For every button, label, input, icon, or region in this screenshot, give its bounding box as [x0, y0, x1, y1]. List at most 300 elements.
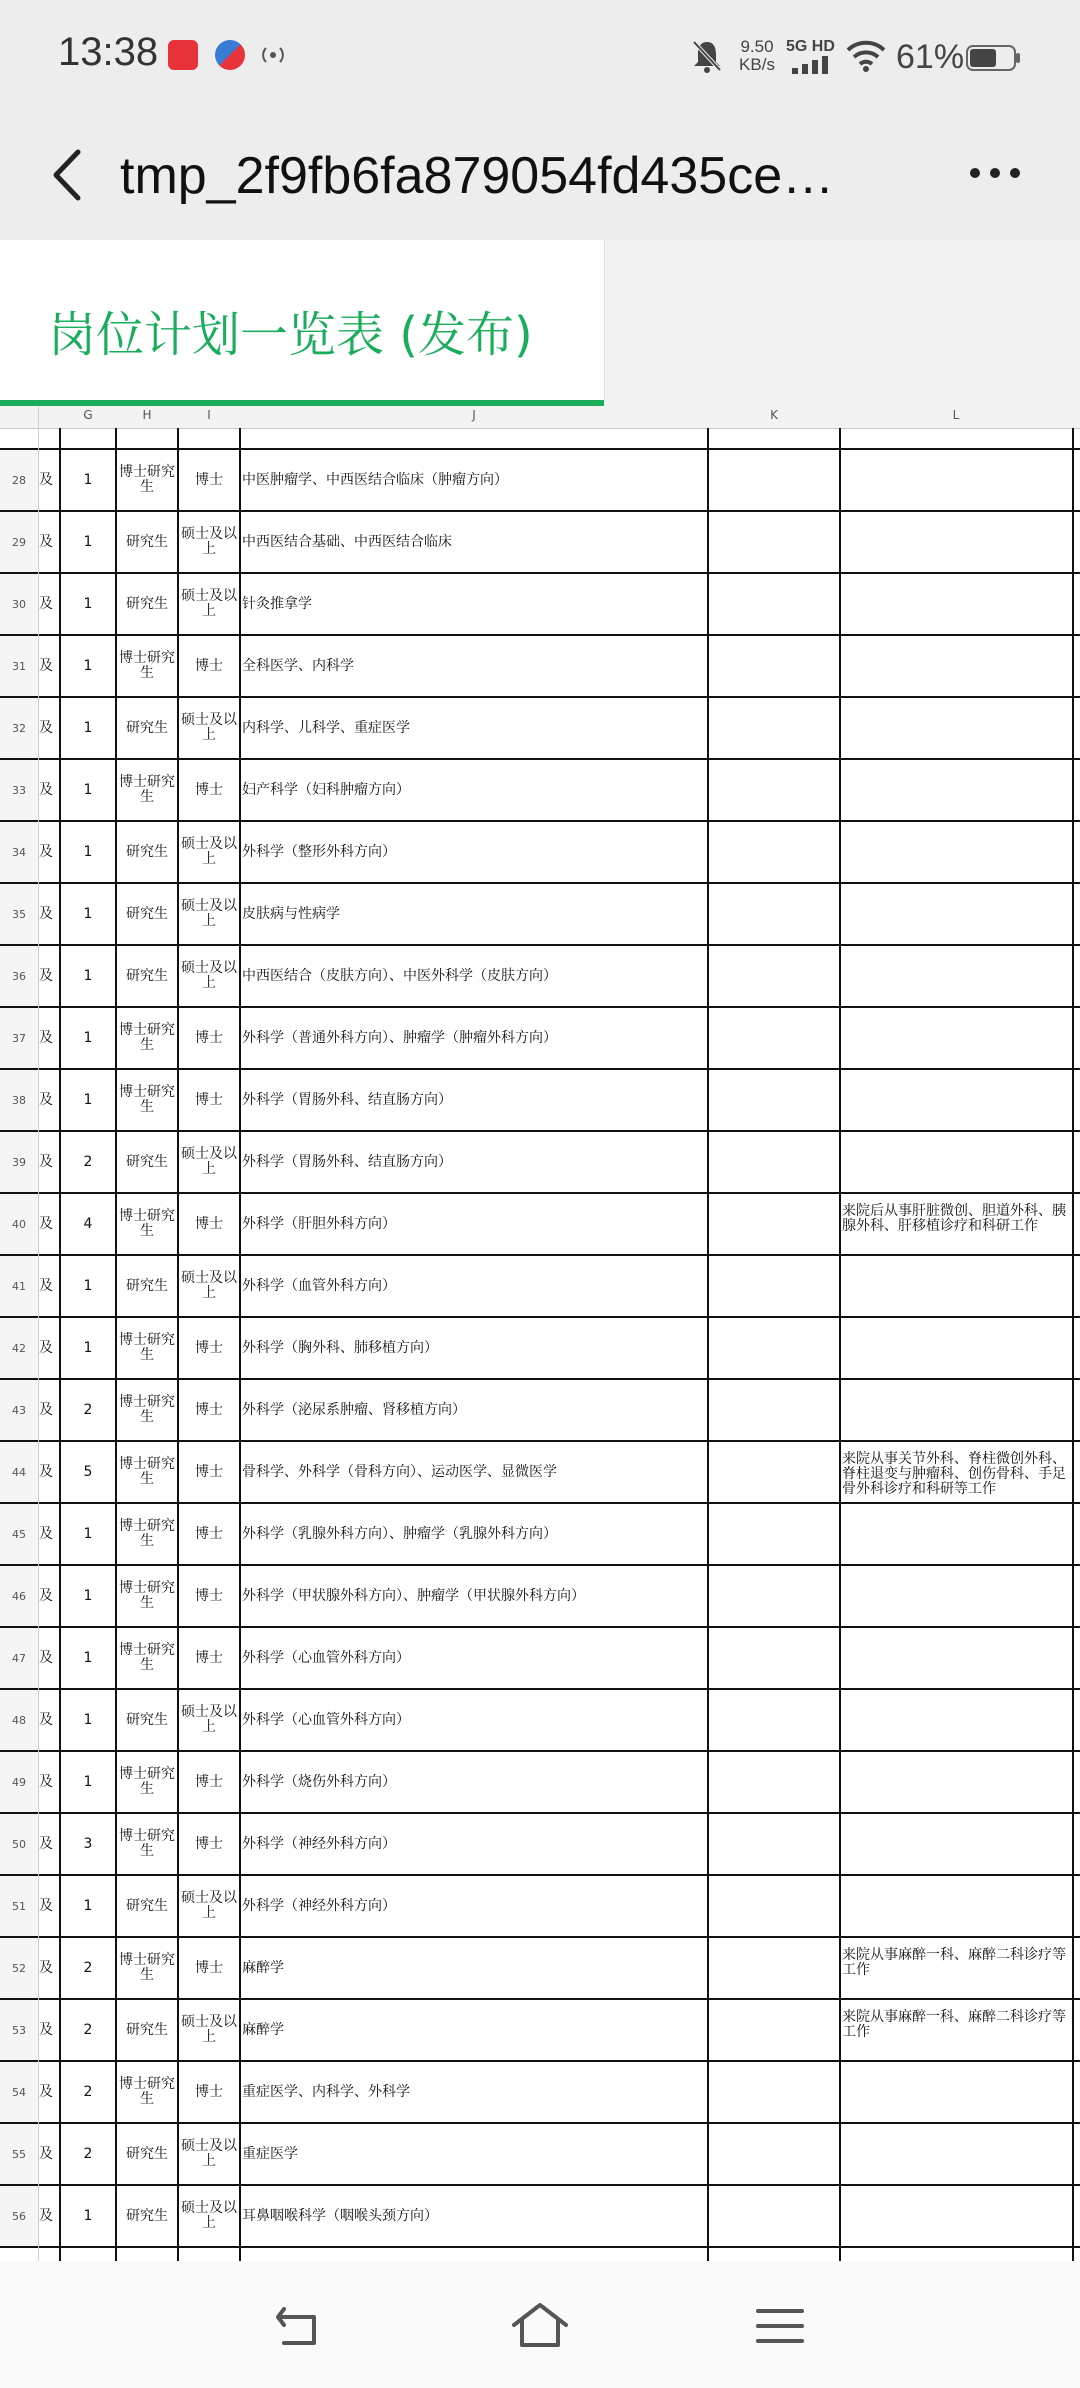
cell-quantity[interactable]: 1 — [83, 967, 93, 984]
row-number[interactable]: 41 — [0, 1256, 38, 1316]
cell-education[interactable]: 博士研究生 — [119, 1022, 175, 1053]
cell-notes[interactable]: 来院后从事肝脏微创、胆道外科、胰腺外科、肝移植诊疗和科研工作 — [842, 1203, 1066, 1234]
cell-k[interactable] — [708, 1752, 840, 1812]
table-row[interactable] — [0, 1814, 1080, 1876]
cell-major[interactable]: 皮肤病与性病学 — [242, 905, 340, 922]
cell-k[interactable] — [708, 1566, 840, 1626]
cell-education[interactable]: 研究生 — [126, 843, 168, 860]
table-row[interactable] — [0, 884, 1080, 946]
row-number[interactable]: 54 — [0, 2062, 38, 2122]
table-row[interactable] — [0, 1442, 1080, 1504]
cell-f[interactable]: 及 — [39, 2083, 53, 2100]
cell-degree[interactable]: 硕士及以上 — [181, 588, 237, 619]
cell-education[interactable]: 博士研究生 — [119, 1642, 175, 1673]
cell-f[interactable]: 及 — [39, 1153, 53, 1170]
cell-k[interactable] — [708, 1380, 840, 1440]
cell-f[interactable]: 及 — [39, 2021, 53, 2038]
cell-quantity[interactable]: 2 — [83, 2083, 93, 2100]
cell-f[interactable]: 及 — [39, 1711, 53, 1728]
cell-degree[interactable]: 硕士及以上 — [181, 1270, 237, 1301]
cell-education[interactable]: 博士研究生 — [119, 774, 175, 805]
cell-notes[interactable] — [840, 1070, 1072, 1130]
cell-k[interactable] — [708, 1938, 840, 1998]
cell-major[interactable]: 外科学（神经外科方向） — [242, 1897, 396, 1914]
cell-degree[interactable]: 博士 — [195, 1959, 223, 1976]
cell-k[interactable] — [708, 1628, 840, 1688]
cell-major[interactable]: 重症医学 — [242, 2145, 298, 2162]
cell-education[interactable]: 研究生 — [126, 905, 168, 922]
cell-quantity[interactable]: 4 — [83, 1215, 93, 1232]
cell-major[interactable]: 外科学（烧伤外科方向） — [242, 1773, 396, 1790]
cell-quantity[interactable]: 1 — [83, 1339, 93, 1356]
cell-f[interactable]: 及 — [39, 1277, 53, 1294]
cell-degree[interactable]: 硕士及以上 — [181, 712, 237, 743]
cell-major[interactable]: 针灸推拿学 — [242, 595, 312, 612]
cell-degree[interactable]: 硕士及以上 — [181, 960, 237, 991]
cell-major[interactable]: 麻醉学 — [242, 1959, 284, 1976]
cell-quantity[interactable]: 2 — [83, 1959, 93, 1976]
cell-education[interactable]: 博士研究生 — [119, 464, 175, 495]
cell-f[interactable]: 及 — [39, 967, 53, 984]
cell-major[interactable]: 骨科学、外科学（骨科方向）、运动医学、显微医学 — [242, 1463, 557, 1480]
compass-icon — [215, 40, 245, 70]
row-number[interactable]: 32 — [0, 698, 38, 758]
cell-quantity[interactable]: 1 — [83, 1711, 93, 1728]
wifi-icon — [846, 40, 886, 72]
cell-k[interactable] — [708, 1008, 840, 1068]
cell-degree[interactable]: 硕士及以上 — [181, 2138, 237, 2169]
cell-k[interactable] — [708, 1876, 840, 1936]
cell-k[interactable] — [708, 450, 840, 510]
cell-quantity[interactable]: 1 — [83, 533, 93, 550]
cell-k[interactable] — [708, 1442, 840, 1502]
cell-quantity[interactable]: 1 — [83, 595, 93, 612]
table-row[interactable] — [0, 1938, 1080, 2000]
sheet-tab-active[interactable] — [0, 240, 605, 400]
cell-f[interactable]: 及 — [39, 781, 53, 798]
cell-quantity[interactable]: 1 — [83, 843, 93, 860]
row-number[interactable]: 46 — [0, 1566, 38, 1626]
cell-quantity[interactable]: 1 — [83, 781, 93, 798]
cell-education[interactable]: 研究生 — [126, 595, 168, 612]
row-number[interactable]: 36 — [0, 946, 38, 1006]
cell-notes[interactable] — [840, 1504, 1072, 1564]
table-row[interactable] — [0, 1256, 1080, 1318]
table-row[interactable] — [0, 1628, 1080, 1690]
cell-notes[interactable] — [840, 2062, 1072, 2122]
cell-k[interactable] — [708, 1814, 840, 1874]
cell-f[interactable]: 及 — [39, 1835, 53, 1852]
network-speed — [732, 38, 782, 74]
cell-k[interactable] — [708, 698, 840, 758]
row-number[interactable]: 40 — [0, 1194, 38, 1254]
cell-notes[interactable] — [840, 2186, 1072, 2246]
cell-f[interactable]: 及 — [39, 1215, 53, 1232]
table-row[interactable] — [0, 2062, 1080, 2124]
hotspot-icon — [258, 40, 288, 70]
cell-f[interactable]: 及 — [39, 1587, 53, 1604]
column-header-row — [0, 406, 1080, 429]
cell-degree[interactable]: 硕士及以上 — [181, 526, 237, 557]
row-number[interactable]: 35 — [0, 884, 38, 944]
cell-f[interactable]: 及 — [39, 1401, 53, 1418]
row-number[interactable]: 47 — [0, 1628, 38, 1688]
cell-education[interactable]: 博士研究生 — [119, 1518, 175, 1549]
cell-k[interactable] — [708, 574, 840, 634]
sheet-tab-label: 岗位计划一览表 (发布) — [48, 307, 533, 363]
cell-notes[interactable] — [840, 1566, 1072, 1626]
row-number[interactable]: 49 — [0, 1752, 38, 1812]
table-row[interactable] — [0, 1008, 1080, 1070]
cell-education[interactable]: 研究生 — [126, 1277, 168, 1294]
cell-f[interactable]: 及 — [39, 1649, 53, 1666]
back-arrow-icon[interactable] — [40, 140, 100, 210]
cell-notes[interactable] — [840, 884, 1072, 944]
cell-f[interactable]: 及 — [39, 719, 53, 736]
cell-notes[interactable] — [840, 1628, 1072, 1688]
cell-notes[interactable] — [840, 946, 1072, 1006]
cell-f[interactable]: 及 — [39, 1029, 53, 1046]
cell-k[interactable] — [708, 946, 840, 1006]
cell-major[interactable]: 外科学（血管外科方向） — [242, 1277, 396, 1294]
cell-notes[interactable] — [840, 1814, 1072, 1874]
battery-icon — [966, 44, 1022, 72]
column-header-h[interactable]: H — [142, 408, 152, 422]
cell-degree[interactable]: 博士 — [195, 1091, 223, 1108]
cell-f[interactable]: 及 — [39, 657, 53, 674]
cell-major[interactable]: 中西医结合（皮肤方向）、中医外科学（皮肤方向） — [242, 967, 557, 984]
cell-quantity[interactable]: 1 — [83, 657, 93, 674]
cell-degree[interactable]: 博士 — [195, 1649, 223, 1666]
cell-education[interactable]: 博士研究生 — [119, 1456, 175, 1487]
cell-education[interactable]: 研究生 — [126, 2145, 168, 2162]
cell-notes[interactable] — [840, 512, 1072, 572]
cell-education[interactable]: 研究生 — [126, 533, 168, 550]
network-type — [786, 38, 836, 78]
cell-notes[interactable]: 来院从事麻醉一科、麻醉二科诊疗等工作 — [842, 2009, 1066, 2040]
cell-f[interactable]: 及 — [39, 1525, 53, 1542]
cell-f[interactable]: 及 — [39, 2207, 53, 2224]
cell-notes[interactable] — [840, 1690, 1072, 1750]
cell-major[interactable]: 外科学（胃肠外科、结直肠方向） — [242, 1153, 452, 1170]
table-row[interactable] — [0, 760, 1080, 822]
cell-quantity[interactable]: 2 — [83, 2021, 93, 2038]
cell-k[interactable] — [708, 1070, 840, 1130]
column-divider — [839, 428, 841, 2261]
cell-k[interactable] — [708, 822, 840, 882]
battery-percent: 61% — [896, 38, 965, 76]
cell-k[interactable] — [708, 1132, 840, 1192]
cell-notes[interactable]: 来院从事关节外科、脊柱微创外科、脊柱退变与肿瘤科、创伤骨科、手足骨外科诊疗和科研等工作 — [842, 1451, 1066, 1497]
cell-education[interactable]: 研究生 — [126, 1897, 168, 1914]
cell-f[interactable]: 及 — [39, 843, 53, 860]
cell-major[interactable]: 外科学（普通外科方向）、肿瘤学（肿瘤外科方向） — [242, 1029, 557, 1046]
cell-education[interactable]: 研究生 — [126, 1153, 168, 1170]
row-number[interactable]: 33 — [0, 760, 38, 820]
column-divider — [59, 428, 61, 2261]
cell-education[interactable]: 研究生 — [126, 719, 168, 736]
document-title: tmp_2f9fb6fa879054fd435ce… — [120, 147, 835, 205]
cell-quantity[interactable]: 3 — [83, 1835, 93, 1852]
cell-degree[interactable]: 硕士及以上 — [181, 2014, 237, 2045]
table-row[interactable] — [0, 1876, 1080, 1938]
cell-quantity[interactable]: 1 — [83, 1091, 93, 1108]
cell-notes[interactable] — [840, 822, 1072, 882]
cell-major[interactable]: 内科学、儿科学、重症医学 — [242, 719, 410, 736]
cell-k[interactable] — [708, 2062, 840, 2122]
cell-f[interactable]: 及 — [39, 1463, 53, 1480]
app-notification-icon — [168, 40, 198, 70]
cell-education[interactable]: 博士研究生 — [119, 2076, 175, 2107]
cell-quantity[interactable]: 2 — [83, 1153, 93, 1170]
row-number[interactable]: 50 — [0, 1814, 38, 1874]
cell-notes[interactable] — [840, 1132, 1072, 1192]
cell-k[interactable] — [708, 2124, 840, 2184]
cell-quantity[interactable]: 1 — [83, 1525, 93, 1542]
cell-degree[interactable]: 博士 — [195, 1215, 223, 1232]
cell-notes[interactable]: 来院从事麻醉一科、麻醉二科诊疗等工作 — [842, 1947, 1066, 1978]
table-row[interactable] — [0, 2186, 1080, 2248]
cell-major[interactable]: 外科学（整形外科方向） — [242, 843, 396, 860]
back-gesture-icon[interactable] — [270, 2301, 330, 2351]
cell-degree[interactable]: 博士 — [195, 2083, 223, 2100]
sheet-tab-bar — [0, 240, 1080, 406]
cell-k[interactable] — [708, 884, 840, 944]
table-row[interactable] — [0, 1194, 1080, 1256]
table-row[interactable] — [0, 1690, 1080, 1752]
cell-notes[interactable] — [840, 1256, 1072, 1316]
cell-major[interactable]: 外科学（心血管外科方向） — [242, 1649, 410, 1666]
cell-quantity[interactable]: 1 — [83, 1277, 93, 1294]
cell-degree[interactable]: 硕士及以上 — [181, 898, 237, 929]
cell-education[interactable]: 研究生 — [126, 2207, 168, 2224]
table-row[interactable] — [0, 1380, 1080, 1442]
cell-degree[interactable]: 博士 — [195, 781, 223, 798]
cell-quantity[interactable]: 1 — [83, 1773, 93, 1790]
cell-education[interactable]: 研究生 — [126, 2021, 168, 2038]
cell-notes[interactable] — [840, 1380, 1072, 1440]
cell-major[interactable]: 重症医学、内科学、外科学 — [242, 2083, 410, 2100]
table-row[interactable] — [0, 1318, 1080, 1380]
cell-f[interactable]: 及 — [39, 905, 53, 922]
cell-major[interactable]: 外科学（乳腺外科方向）、肿瘤学（乳腺外科方向） — [242, 1525, 557, 1542]
table-row[interactable] — [0, 574, 1080, 636]
menu-icon[interactable] — [750, 2301, 810, 2351]
row-number[interactable]: 38 — [0, 1070, 38, 1130]
row-number[interactable]: 34 — [0, 822, 38, 882]
table-row[interactable] — [0, 822, 1080, 884]
network-label: 5G HD — [786, 38, 835, 55]
cell-education[interactable]: 研究生 — [126, 967, 168, 984]
row-number[interactable]: 44 — [0, 1442, 38, 1502]
cell-education[interactable]: 博士研究生 — [119, 1208, 175, 1239]
row-number[interactable]: 51 — [0, 1876, 38, 1936]
cell-major[interactable]: 全科医学、内科学 — [242, 657, 354, 674]
table-row[interactable] — [0, 946, 1080, 1008]
cell-f[interactable]: 及 — [39, 595, 53, 612]
cell-notes[interactable] — [840, 636, 1072, 696]
cell-degree[interactable]: 博士 — [195, 1587, 223, 1604]
cell-degree[interactable]: 博士 — [195, 1463, 223, 1480]
table-row[interactable] — [0, 1132, 1080, 1194]
cell-major[interactable]: 麻醉学 — [242, 2021, 284, 2038]
cell-k[interactable] — [708, 512, 840, 572]
signal-icon — [786, 56, 832, 74]
status-time: 13:38 — [58, 30, 159, 74]
cell-quantity[interactable]: 1 — [83, 1897, 93, 1914]
speed-value: 9.50 — [740, 37, 774, 56]
row-number[interactable]: 45 — [0, 1504, 38, 1564]
cell-major[interactable]: 耳鼻咽喉科学（咽喉头颈方向） — [242, 2207, 438, 2224]
table-row[interactable] — [0, 450, 1080, 512]
row-number[interactable]: 39 — [0, 1132, 38, 1192]
cell-major[interactable]: 外科学（心血管外科方向） — [242, 1711, 410, 1728]
cell-education[interactable]: 博士研究生 — [119, 1580, 175, 1611]
mute-bell-icon — [690, 38, 724, 74]
cell-education[interactable]: 博士研究生 — [119, 1332, 175, 1363]
cell-major[interactable]: 外科学（胸外科、肺移植方向） — [242, 1339, 438, 1356]
cell-notes[interactable] — [840, 1752, 1072, 1812]
cell-notes[interactable] — [840, 1008, 1072, 1068]
table-row[interactable] — [0, 1566, 1080, 1628]
table-row[interactable] — [0, 1752, 1080, 1814]
table-row-partial — [0, 428, 1080, 450]
cell-quantity[interactable]: 2 — [83, 2145, 93, 2162]
cell-major[interactable]: 中西医结合基础、中西医结合临床 — [242, 533, 452, 550]
cell-education[interactable]: 博士研究生 — [119, 1084, 175, 1115]
table-row[interactable] — [0, 1504, 1080, 1566]
cell-notes[interactable] — [840, 2124, 1072, 2184]
cell-major[interactable]: 妇产科学（妇科肿瘤方向） — [242, 781, 410, 798]
row-number[interactable]: 55 — [0, 2124, 38, 2184]
cell-k[interactable] — [708, 1504, 840, 1564]
cell-degree[interactable]: 博士 — [195, 1773, 223, 1790]
cell-major[interactable]: 外科学（肝胆外科方向） — [242, 1215, 396, 1232]
cell-f[interactable]: 及 — [39, 1959, 53, 1976]
cell-notes[interactable] — [840, 450, 1072, 510]
cell-education[interactable]: 博士研究生 — [119, 1394, 175, 1425]
home-icon[interactable] — [510, 2301, 570, 2351]
row-number[interactable]: 28 — [0, 450, 38, 510]
cell-notes[interactable] — [840, 760, 1072, 820]
cell-quantity[interactable]: 5 — [83, 1463, 93, 1480]
column-header-j[interactable]: J — [472, 408, 476, 422]
column-header-k[interactable]: K — [770, 408, 778, 422]
cell-f[interactable]: 及 — [39, 1091, 53, 1108]
cell-degree[interactable]: 硕士及以上 — [181, 2200, 237, 2231]
cell-quantity[interactable]: 1 — [83, 1029, 93, 1046]
table-row[interactable] — [0, 2124, 1080, 2186]
cell-education[interactable]: 博士研究生 — [119, 1952, 175, 1983]
column-divider — [707, 428, 709, 2261]
status-bar — [0, 0, 1080, 118]
cell-f[interactable]: 及 — [39, 1897, 53, 1914]
column-header-l[interactable]: L — [952, 408, 960, 422]
cell-degree[interactable]: 硕士及以上 — [181, 1146, 237, 1177]
table-row[interactable] — [0, 2000, 1080, 2062]
cell-quantity[interactable]: 1 — [83, 1649, 93, 1666]
cell-k[interactable] — [708, 2000, 840, 2060]
cell-major[interactable]: 外科学（胃肠外科、结直肠方向） — [242, 1091, 452, 1108]
row-number[interactable]: 53 — [0, 2000, 38, 2060]
cell-quantity[interactable]: 2 — [83, 1401, 93, 1418]
cell-k[interactable] — [708, 760, 840, 820]
row-number[interactable]: 43 — [0, 1380, 38, 1440]
cell-quantity[interactable]: 1 — [83, 905, 93, 922]
cell-quantity[interactable]: 1 — [83, 1587, 93, 1604]
row-number[interactable]: 56 — [0, 2186, 38, 2246]
cell-degree[interactable]: 硕士及以上 — [181, 1890, 237, 1921]
column-header-i[interactable]: I — [207, 408, 211, 422]
cell-major[interactable]: 中医肿瘤学、中西医结合临床（肿瘤方向） — [242, 471, 508, 488]
cell-degree[interactable]: 博士 — [195, 1525, 223, 1542]
row-number[interactable]: 29 — [0, 512, 38, 572]
cell-degree[interactable]: 硕士及以上 — [181, 1704, 237, 1735]
cell-k[interactable] — [708, 1256, 840, 1316]
cell-education[interactable]: 研究生 — [126, 1711, 168, 1728]
more-options-icon[interactable] — [960, 138, 1030, 208]
cell-notes[interactable] — [840, 1318, 1072, 1378]
cell-notes[interactable] — [840, 698, 1072, 758]
cell-quantity[interactable]: 1 — [83, 2207, 93, 2224]
cell-k[interactable] — [708, 1318, 840, 1378]
column-header-g[interactable]: G — [83, 408, 93, 422]
cell-f[interactable]: 及 — [39, 471, 53, 488]
cell-f[interactable]: 及 — [39, 1773, 53, 1790]
cell-degree[interactable]: 博士 — [195, 1339, 223, 1356]
cell-degree[interactable]: 博士 — [195, 1401, 223, 1418]
row-number[interactable]: 30 — [0, 574, 38, 634]
cell-education[interactable]: 博士研究生 — [119, 650, 175, 681]
cell-education[interactable]: 博士研究生 — [119, 1828, 175, 1859]
cell-k[interactable] — [708, 2186, 840, 2246]
cell-major[interactable]: 外科学（甲状腺外科方向）、肿瘤学（甲状腺外科方向） — [242, 1587, 585, 1604]
cell-major[interactable]: 外科学（神经外科方向） — [242, 1835, 396, 1852]
row-number[interactable]: 42 — [0, 1318, 38, 1378]
table-row[interactable] — [0, 1070, 1080, 1132]
spreadsheet-grid[interactable] — [0, 406, 1080, 2261]
cell-degree[interactable]: 硕士及以上 — [181, 836, 237, 867]
cell-major[interactable]: 外科学（泌尿系肿瘤、肾移植方向） — [242, 1401, 466, 1418]
cell-k[interactable] — [708, 1194, 840, 1254]
column-divider — [177, 428, 179, 2261]
cell-f[interactable]: 及 — [39, 1339, 53, 1356]
cell-notes[interactable] — [840, 574, 1072, 634]
column-divider — [239, 428, 241, 2261]
cell-f[interactable]: 及 — [39, 533, 53, 550]
column-divider — [1072, 428, 1074, 2261]
table-row[interactable] — [0, 636, 1080, 698]
cell-notes[interactable] — [840, 1876, 1072, 1936]
cell-k[interactable] — [708, 1690, 840, 1750]
cell-degree[interactable]: 博士 — [195, 471, 223, 488]
row-number[interactable]: 52 — [0, 1938, 38, 1998]
row-number[interactable]: 31 — [0, 636, 38, 696]
row-number[interactable]: 48 — [0, 1690, 38, 1750]
table-row[interactable] — [0, 698, 1080, 760]
cell-quantity[interactable]: 1 — [83, 719, 93, 736]
cell-degree[interactable]: 博士 — [195, 1835, 223, 1852]
cell-degree[interactable]: 博士 — [195, 657, 223, 674]
table-row[interactable] — [0, 512, 1080, 574]
cell-k[interactable] — [708, 636, 840, 696]
cell-degree[interactable]: 博士 — [195, 1029, 223, 1046]
cell-quantity[interactable]: 1 — [83, 471, 93, 488]
row-number-divider — [38, 406, 39, 2261]
cell-f[interactable]: 及 — [39, 2145, 53, 2162]
cell-education[interactable]: 博士研究生 — [119, 1766, 175, 1797]
row-number[interactable]: 37 — [0, 1008, 38, 1068]
